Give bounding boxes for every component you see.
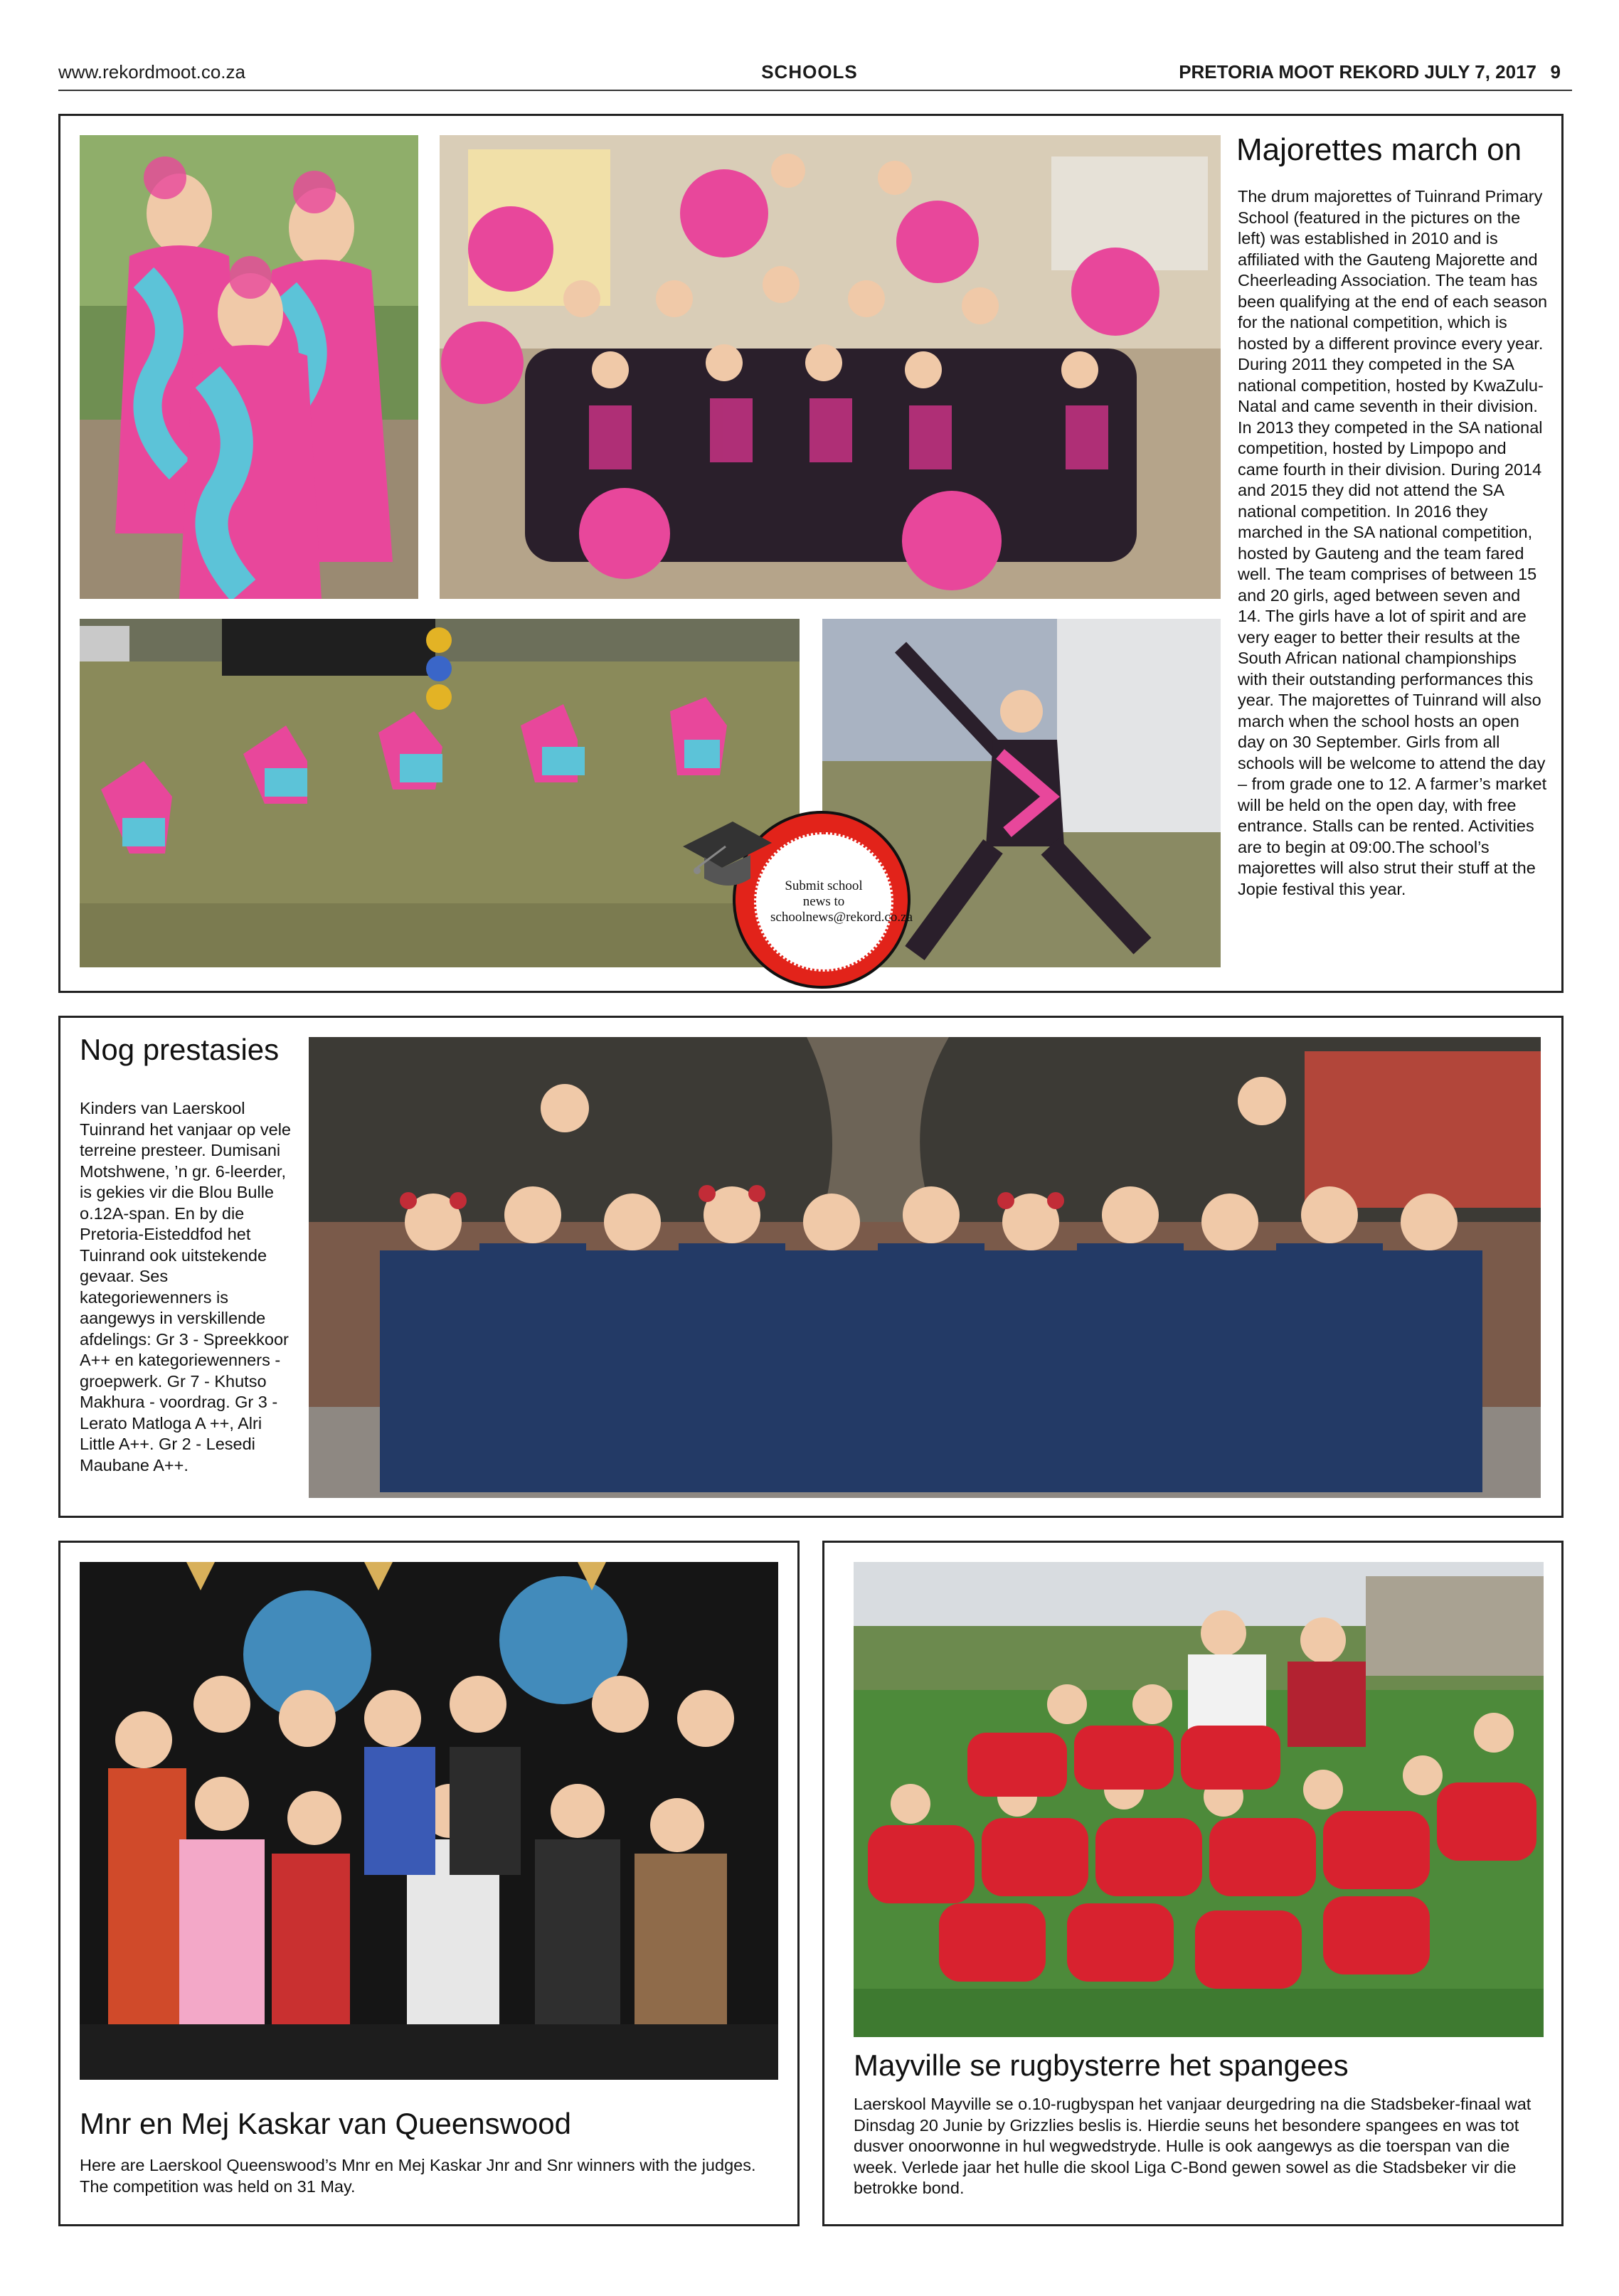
submit-news-text: Submit school news to schoolnews@rekord.co.za bbox=[770, 878, 913, 925]
mayville-photo-team bbox=[854, 1562, 1544, 2037]
publication-date: PRETORIA MOOT REKORD JULY 7, 2017 bbox=[1179, 61, 1536, 83]
header-rule bbox=[58, 90, 1572, 91]
page-number: 9 bbox=[1550, 61, 1561, 83]
mayville-body: Laerskool Mayville se o.10-rugbyspan het vanjaar deurgedring na die Stadsbeker-finaal wat Dinsdag 20 Junie by Grizzlies beslis is. Hierdie seuns het besondere spangees en was tot dusver onoorwonne in hul wegwedstryde. Hulle is ook aangewys as die toerspan van die week. Verlede jaar het hulle die skool Liga C-Bond gewen sowel as die Stadsbeker vir die betrokke bond. bbox=[854, 2095, 1532, 2197]
kaskar-photo-winners bbox=[80, 1562, 778, 2080]
section-label: SCHOOLS bbox=[761, 61, 858, 83]
prestasies-body: Kinders van Laerskool Tuinrand het vanjaar op vele terreine presteer. Dumisani Motshwene, ’n gr. 6-leerder, is gekies vir die Blou Bulle o.12A-span. En by die Pretoria-Eisteddfod het Tuinrand ook uitstekende gevaar. Ses kategoriewenners is aangewys in verskillende afdelings: Gr 3 - Spreekkoor A++ en kategoriewenners - groepwerk. Gr 7 - Khutso Makhura - voordrag. Gr 3 - Lerato Matloga A ++, Alri Little A++. Gr 2 - Lesedi Maubane A++. bbox=[80, 1099, 291, 1474]
majorettes-photo-group-pompoms bbox=[440, 135, 1221, 599]
prestasies-headline: Nog prestasies bbox=[80, 1033, 280, 1066]
prestasies-photo-group bbox=[309, 1037, 1541, 1498]
majorettes-headline: Majorettes march on bbox=[1236, 132, 1522, 167]
website-url[interactable]: www.rekordmoot.co.za bbox=[58, 61, 245, 83]
mayville-headline: Mayville se rugbysterre het spangees bbox=[854, 2048, 1349, 2082]
majorettes-photo-trio bbox=[80, 135, 418, 599]
majorettes-photo-field-performance bbox=[80, 619, 800, 967]
kaskar-headline: Mnr en Mej Kaskar van Queenswood bbox=[80, 2107, 572, 2140]
kaskar-body: Here are Laerskool Queenswood’s Mnr en Mej Kaskar Jnr and Snr winners with the judges. The competition was held on 31 May. bbox=[80, 2156, 756, 2196]
graduation-cap-icon bbox=[676, 811, 775, 896]
majorettes-body: The drum majorettes of Tuinrand Primary School (featured in the pictures on the left) was established in 2010 and is affiliated with the Gauteng Majorette and Cheerleading Association. The team has been qualifying at the end of each season for the national competition, which is hosted by a different province every year. During 2011 they competed in the SA national competition, hosted by KwaZulu-Natal and came seventh in their division. In 2013 they competed in the SA national competition, hosted by Limpopo and came fourth in their division. During 2014 and 2015 they did not attend the SA national competition. In 2016 they marched in the SA national competition, hosted by Gauteng and the team fared well. The team comprises of between 15 and 20 girls, aged between seven and 14. The girls have a lot of spirit and are very eager to better their results at the South African national championships with their outstanding performances this year. The majorettes of Tuinrand will also march when the school hosts an open day on 30 September. Girls from all schools will be welcome to attend the day – from grade one to 12. A farmer’s market will be held on the open day, with free entrance. Stalls can be rented. Activities are to begin at 09:00.The school’s majorettes will also strut their stuff at the Jopie festival this year. bbox=[1238, 187, 1548, 898]
